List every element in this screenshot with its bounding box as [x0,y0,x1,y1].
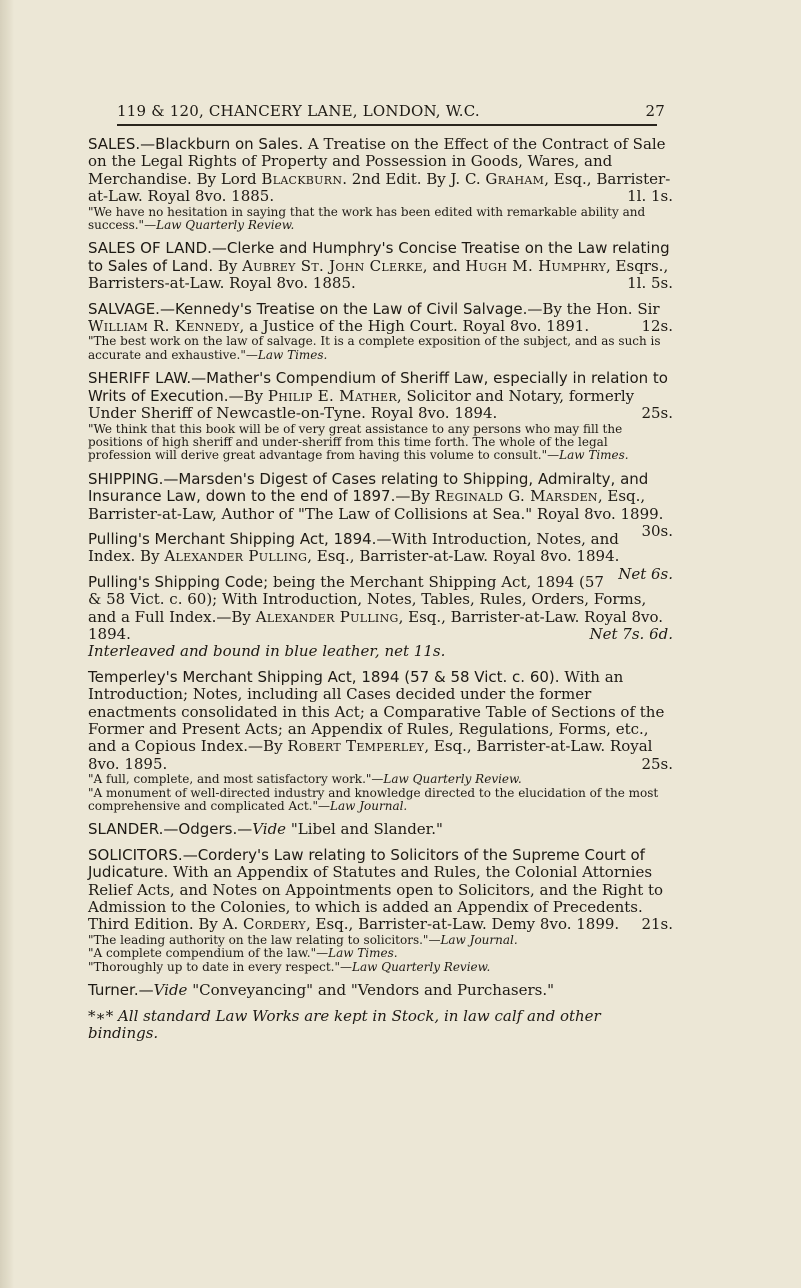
entry-heading: SALES OF LAND.—Clerke and Humphry's Concise Treatise on the Law relating to Sales of Land. [88,239,670,275]
entry-heading: SLANDER.—Odgers.— [88,820,253,839]
quote-text: "Thoroughly up to date in every respect." [88,959,341,974]
review-quote [88,934,673,947]
entry-heading: Temperley's Merchant Shipping Act, 1894 (57 & 58 Vict. c. 60). [88,667,560,686]
footer-note [88,1008,673,1042]
entry-author: William R. Kennedy [88,317,240,336]
entry-text: , Esq., Barrister-at-Law. Royal 8vo. 1894. [88,607,664,643]
quote-source: —Law Times. [245,347,328,362]
entry-slander [88,821,673,838]
entry-price: 30s. [641,521,673,540]
running-head [117,102,665,120]
asterism-mark: *∗* [88,1006,114,1025]
quote-text: "A monument of well-directed industry and knowledge directed to the elucidation of the most comprehensive and complicated Act." [88,785,659,814]
quote-source: —Law Quarterly Review. [340,959,491,974]
entry-price: 1l. 5s. [627,274,673,293]
entry-text: , Solicitor and Notary, formerly Under Sheriff of Newcastle-on-Tyne. Royal 8vo. 1894. [88,386,635,423]
entry-author: Blackburn [261,169,343,188]
entry-author: Alexander Pulling [255,607,399,626]
entry-sales [88,136,673,232]
review-quote [88,947,673,960]
entry-temperley [88,669,673,814]
entry-heading: Pulling's Merchant Shipping Act, 1894. [88,529,377,548]
entry-price: 25s. [641,754,673,773]
entry-text: —By the Hon. Sir [527,299,660,318]
quote-text: "We have no hesitation in saying that the work has been edited with remarkable ability and success." [88,204,646,233]
entry-turner [88,982,673,999]
quote-source: —Law Quarterly Review. [144,218,295,233]
entry-text: —With Introduction, Notes, and Index. By [88,529,619,566]
entry-author: Robert Temperley [287,737,425,756]
entry-author: Alexander Pulling [164,547,308,566]
catalogue-body [88,136,673,1057]
quote-source: —Law Times. [547,448,629,463]
review-quote [88,787,673,814]
entry-author: Graham [485,169,545,188]
entry-text: , Esq., Barrister-at-Law. Demy 8vo. 1899. [305,915,620,934]
quote-source: —Law Times. [316,946,398,961]
review-quote [88,961,673,974]
entry-heading: SHIPPING.—Marsden's Digest of Cases relating to Shipping, Admiralty, and Insurance Law, down to the end of 1897. [88,469,649,506]
catalogue-page [20,0,775,1288]
entry-heading: SHERIFF LAW.—Mather's Compendium of Sheriff Law, especially in relation to Writs of Execution. [88,369,668,405]
quote-text: "A complete compendium of the law." [88,946,317,961]
page-binding-edge [0,0,14,1288]
vide-ref: Vide [252,820,287,839]
entry-price: 21s. [641,915,673,934]
entry-author: Reginald G. Marsden [434,487,598,506]
entry-salvage [88,301,673,363]
entry-price: 25s. [641,404,673,423]
entry-text: With an Introduction; Notes, including all Cases decided under the former enactments consolidated in this Act; a Comparative Table of Sections of the Former and Present Acts; an Appendix of Rules, Regulations, Forms, etc., and a Copious Index.—By [88,667,665,756]
entry-heading: SALES.—Blackburn on Sales. [88,135,304,153]
quote-source: —Law Journal. [428,932,518,947]
review-quote [88,423,673,463]
entry-text: With an Appendix of Statutes and Rules, the Colonial Attornies Relief Acts, and Notes on Appointments open to Solicitors, and the Right to Admission to the Colonies, to which is added an Appendix of Precedents. Third Edition. By A. [88,863,664,934]
page-number: 27 [645,102,665,120]
quote-text: "The best work on the law of salvage. It is a complete exposition of the subject, and as such is accurate and exhaustive." [88,334,661,362]
binding-note: Interleaved and bound in blue leather, net 11s. [88,642,446,661]
quote-source: —Law Quarterly Review. [371,772,522,787]
entry-price: Net 7s. 6d. [589,624,673,643]
entry-text: , a Justice of the High Court. Royal 8vo. 1891. [239,317,590,336]
header-rule [117,124,657,126]
entry-text: , Esq., Barrister-at-Law. Royal 8vo. 1895. [88,737,653,773]
entry-text: , Esq., Barrister-at-Law, Author of "The Law of Collisions at Sea." Royal 8vo. 1899. [88,487,664,523]
entry-text: , Esq., Barrister-at-Law. Royal 8vo. 1885. [88,169,671,206]
quote-text: "A full, complete, and most satisfactory work." [88,772,372,787]
entry-text: —By [228,386,268,405]
entry-text: , and [422,256,466,275]
quote-text: "The leading authority on the law relating to solicitors." [88,932,429,947]
entry-heading: SALVAGE.—Kennedy's Treatise on the Law of Civil Salvage. [88,299,528,318]
entry-heading: Pulling's Shipping Code; [88,572,269,591]
footer-note-text: All standard Law Works are kept in Stock, in law calf and other bindings. [88,1006,601,1042]
entry-text: "Conveyancing" and "Vendors and Purchasers." [187,981,554,1000]
entry-pulling-code [88,574,673,661]
entry-text: , Esqrs., Barristers-at-Law. Royal 8vo. 1885. [88,256,669,293]
entry-text: By [213,256,243,275]
entry-sales-of-land [88,240,673,292]
entry-text: . 2nd Edit. By J. C. [342,169,486,188]
entry-author: Hugh M. Humphry [465,256,607,275]
running-head-address: 119 & 120, CHANCERY LANE, LONDON, W.C. [117,102,480,120]
entry-text: "Libel and Slander." [286,820,443,839]
entry-price: 12s. [641,317,673,336]
quote-text: "We think that this book will be of very great assistance to any persons who may fill the positions of high sheriff and under-sheriff from this time forth. The whole of the legal profession will derive great advantage from having this volume to consult." [88,421,623,463]
entry-text: A Treatise on the Effect of the Contract of Sale on the Legal Rights of Property and Possession in Goods, Wares, and Merchandise. By Lord [88,135,666,188]
review-quote [88,206,673,233]
entry-author: Cordery [243,915,306,934]
entry-price: Net 6s. [618,564,673,583]
entry-sheriff [88,370,673,462]
entry-heading: SOLICITORS.—Cordery's Law relating to Solicitors of the Supreme Court of Judicature. [88,845,645,882]
entry-author: Aubrey St. John Clerke [242,256,423,275]
entry-solicitors [88,847,673,974]
quote-source: —Law Journal. [318,799,408,814]
vide-ref: Vide [153,981,188,1000]
entry-text: , Esq., Barrister-at-Law. Royal 8vo. 1894. [307,547,620,566]
entry-author: Philip E. Mather [267,386,397,405]
review-quote [88,773,673,786]
entry-text: being the Merchant Shipping Act, 1894 (57 & 58 Vict. c. 60); With Introduction, Notes, Tables, Rules, Orders, Forms, and a Full Index.—By [88,572,647,626]
review-quote [88,335,673,362]
entry-price: 1l. 1s. [627,187,673,206]
entry-text: —By [395,487,435,506]
entry-heading: Turner.— [88,981,154,1000]
